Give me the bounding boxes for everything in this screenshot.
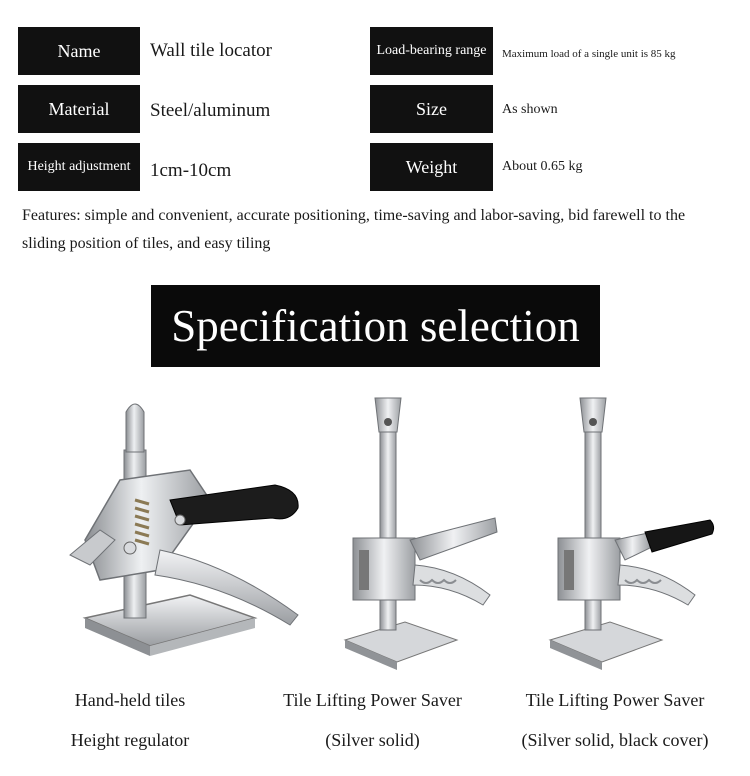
spec-value-name: Wall tile locator [150, 40, 272, 61]
tile-lifter-silver-icon [325, 390, 505, 680]
spec-value-size: As shown [502, 102, 558, 117]
spec-label-material: Material [18, 85, 140, 133]
product-2-caption-line1: Tile Lifting Power Saver [283, 690, 462, 710]
product-3-caption-line1: Tile Lifting Power Saver [525, 690, 705, 710]
spec-label-weight: Weight [370, 143, 493, 191]
features-text: Features: simple and convenient, accurate positioning, time-saving and labor-saving, bid farewell to the sliding position of tiles, and easy tiling [22, 207, 686, 252]
spec-value-height-adjustment: 1cm-10cm [150, 160, 232, 181]
spec-label-size: Size [370, 85, 493, 133]
spec-value-load-bearing: Maximum load of a single unit is 85 kg [502, 48, 676, 60]
product-3-caption-line2: (Silver solid, black cover) [521, 730, 709, 750]
specification-banner: Specification selection [151, 285, 600, 367]
spec-value-material: Steel/aluminum [150, 100, 271, 121]
spec-label-name: Name [18, 27, 140, 75]
product-1-caption-line1: Hand-held tiles [74, 690, 186, 710]
product-2-caption-line2: (Silver solid) [325, 730, 420, 750]
spec-value-weight: About 0.65 kg [502, 159, 583, 174]
hand-held-tile-regulator-icon [40, 390, 310, 680]
spec-label-load-bearing: Load-bearing range [370, 27, 493, 75]
tile-lifter-black-cover-icon [530, 390, 720, 680]
spec-label-height-adjustment: Height adjustment [18, 143, 140, 191]
product-1-caption-line2: Height regulator [70, 730, 190, 750]
